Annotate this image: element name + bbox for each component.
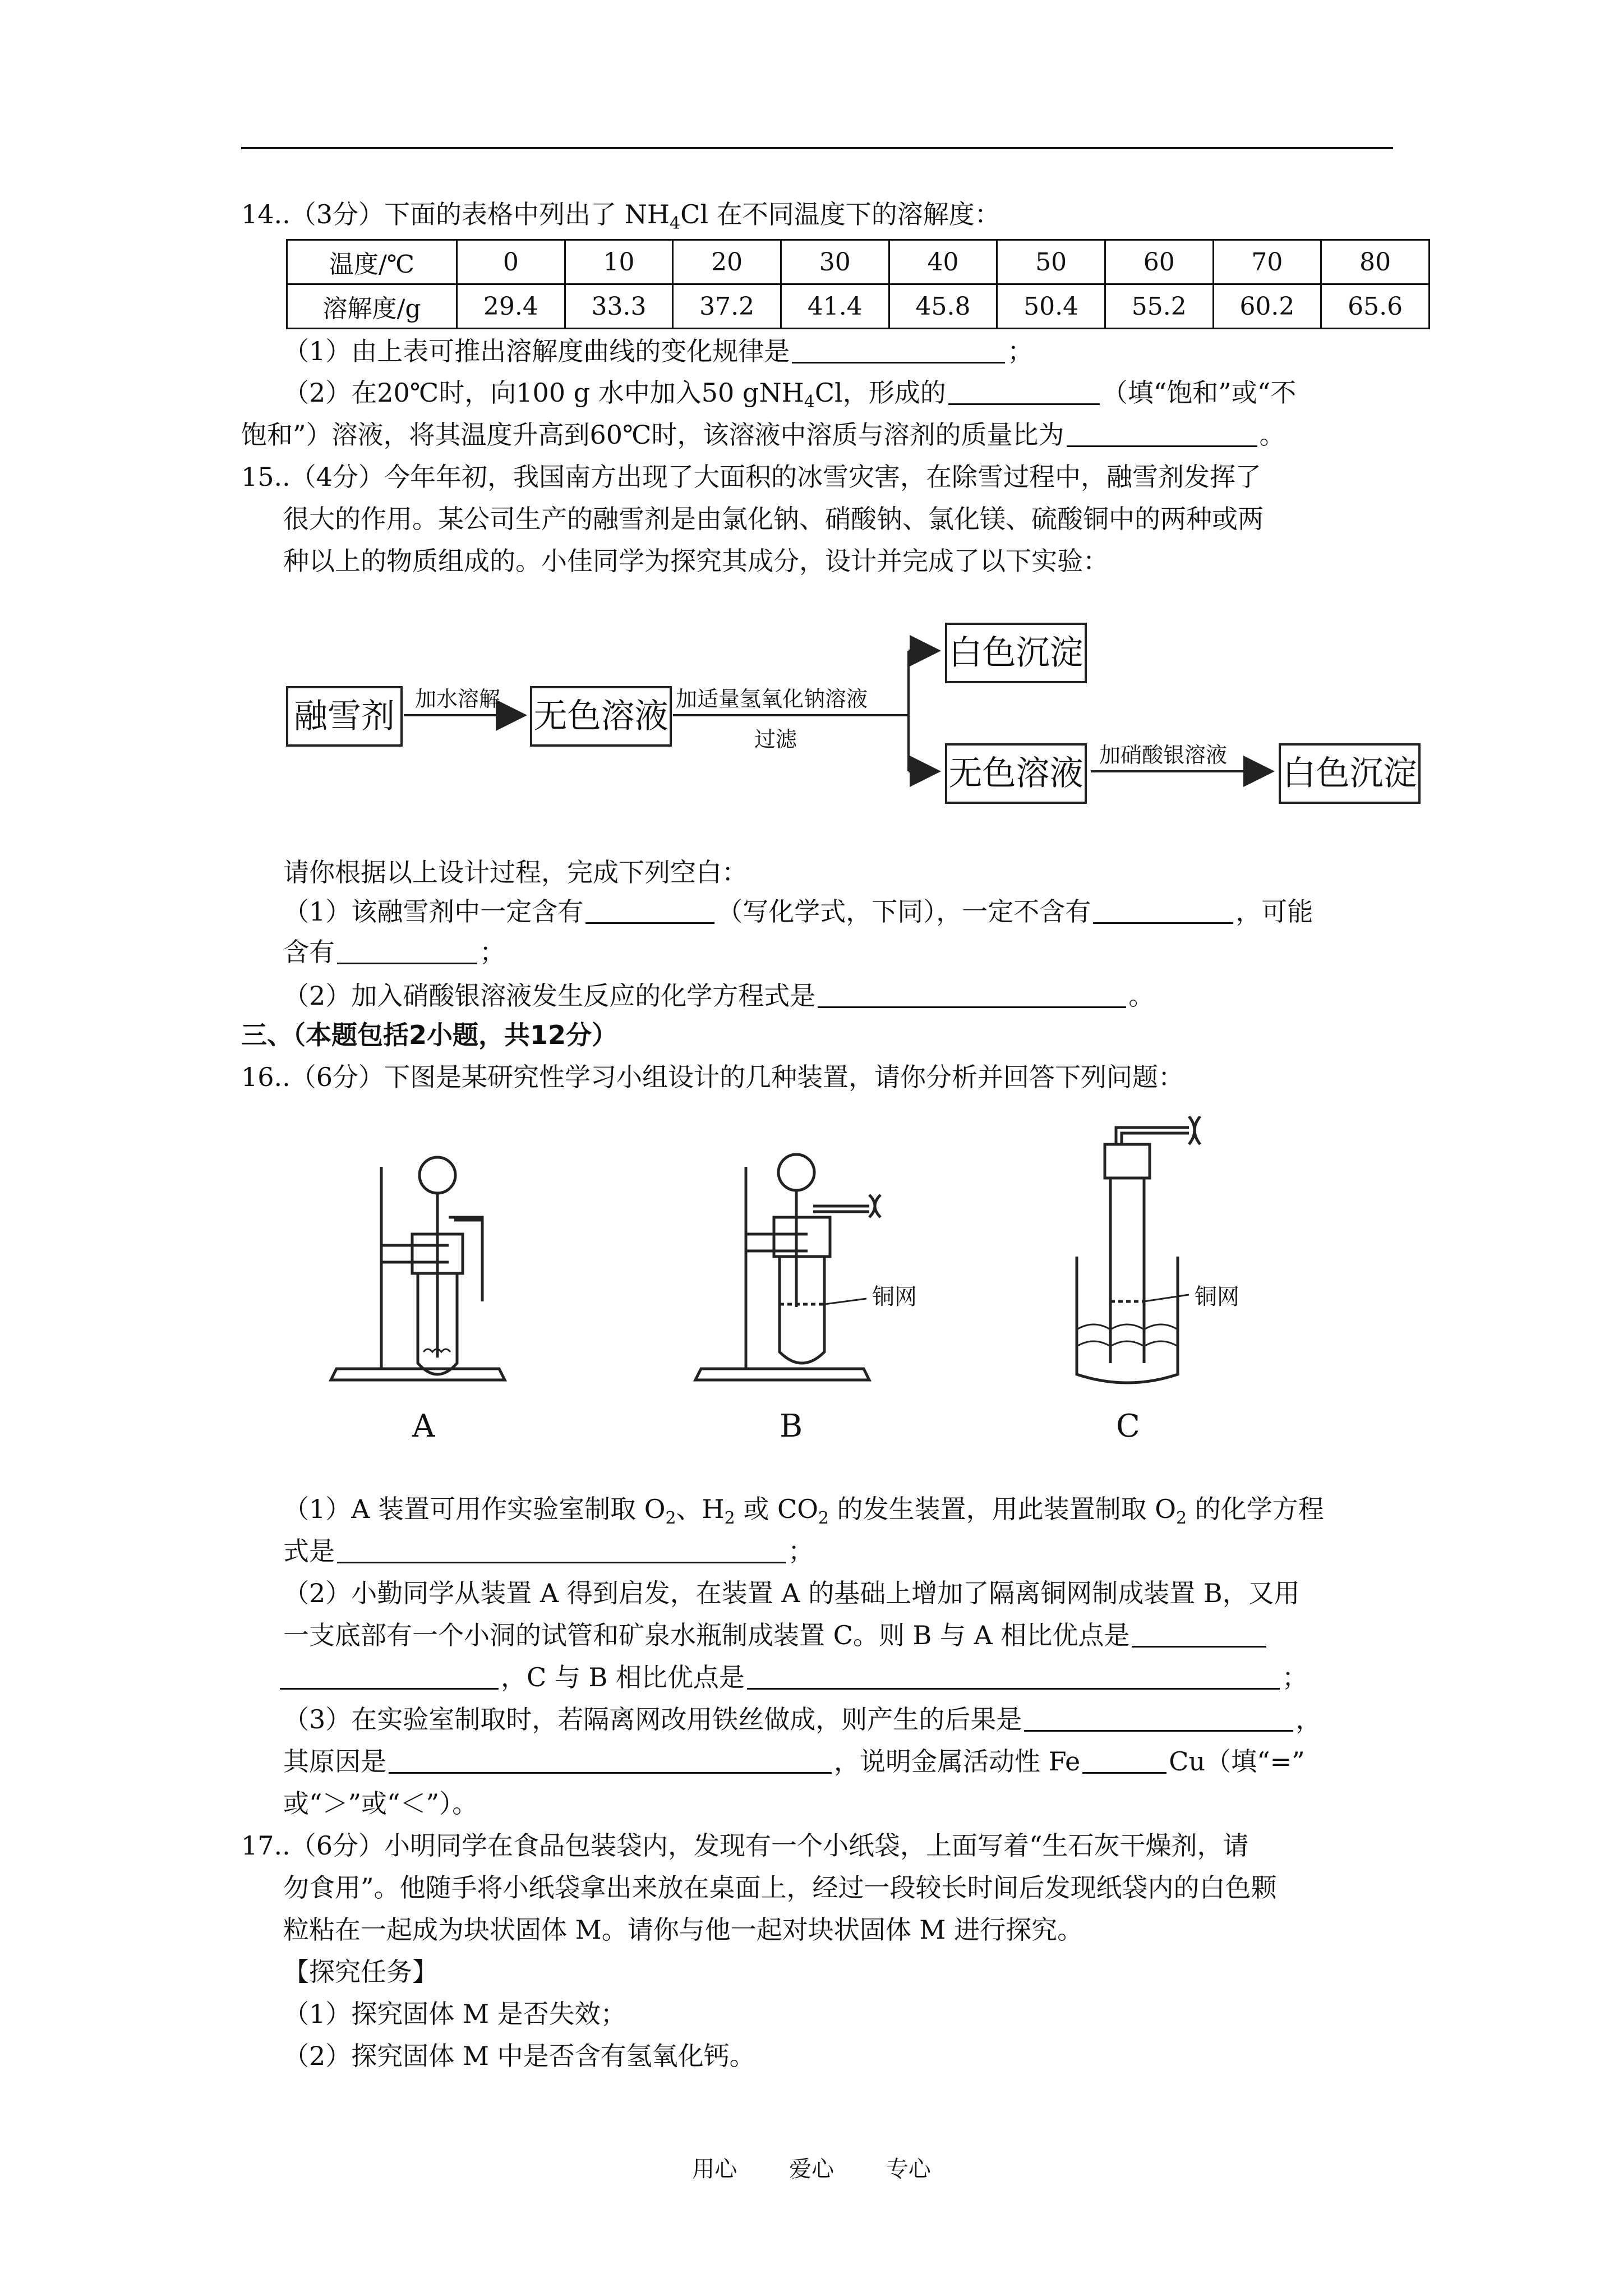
q15-p1-text-d: 含有: [283, 937, 335, 967]
table-cell: 0: [457, 240, 565, 284]
q16-part3-end: 或“＞”或“＜”）。: [283, 1788, 478, 1819]
table-cell: 50: [997, 240, 1105, 284]
page-footer: [0, 2151, 1623, 2183]
q14-p1-text: （1）由上表可推出溶解度曲线的变化规律是: [283, 336, 790, 366]
solubility-table: [286, 239, 1430, 329]
answer-blank[interactable]: [280, 1663, 499, 1690]
q16-p1-text-c: 或 CO: [735, 1494, 818, 1524]
table-cell: 65.6: [1321, 284, 1430, 329]
q14-formula: NH: [624, 199, 670, 229]
q16-p1-text: （1）A 装置可用作实验室制取 O: [283, 1494, 666, 1524]
q16-p1-text-b: 、H: [676, 1494, 725, 1524]
q16-p3-text: （3）在实验室制取时，若隔离网改用铁丝做成，则产生的后果是: [283, 1704, 1022, 1734]
table-cell: 10: [565, 240, 673, 284]
answer-blank[interactable]: [337, 938, 477, 964]
table-cell: 37.2: [673, 284, 781, 329]
answer-blank[interactable]: [792, 337, 1005, 364]
label-apparatus-b: B: [780, 1408, 803, 1444]
footer-word: 爱心: [789, 2156, 834, 2182]
answer-blank[interactable]: [337, 1537, 786, 1563]
footer-word: 专心: [886, 2156, 931, 2182]
q16-p3-text-b: ，: [1295, 1704, 1322, 1734]
answer-blank[interactable]: [1024, 1705, 1293, 1732]
table-cell: 60: [1105, 240, 1213, 284]
table-cell: 50.4: [997, 284, 1105, 329]
q15-line3: 种以上的物质组成的。小佳同学为探究其成分，设计并完成了以下实验：: [283, 546, 1109, 576]
label-apparatus-c: C: [1116, 1408, 1140, 1444]
q16-sub: 2: [724, 1508, 735, 1529]
section-three-heading: 三、（本题包括2小题，共12分）: [241, 1020, 618, 1050]
q14-part2: [283, 376, 1296, 419]
flow-box-snow-melt: 融雪剂: [286, 686, 403, 747]
q17-line2: 勿食用”。他随手将小纸袋拿出来放在桌面上，经过一段较长时间后发现纸袋内的白色颗: [283, 1872, 1277, 1903]
q16-stem: 16..（6分）下图是某研究性学习小组设计的几种装置，请你分析并回答下列问题：: [241, 1062, 1184, 1092]
table-cell: 29.4: [457, 284, 565, 329]
table-cell: 33.3: [565, 284, 673, 329]
answer-blank[interactable]: [747, 1663, 1280, 1690]
q14-stem-prefix: 14..（3分）下面的表格中列出了: [241, 199, 617, 229]
q14-part1: [283, 334, 1033, 368]
apparatus-c: [1077, 1116, 1200, 1383]
q15-p1-text-c: ，可能: [1235, 896, 1313, 927]
q14-formula-sub: 4: [670, 214, 681, 234]
flow-arrows: [280, 603, 1424, 827]
q17-task-title: 【探究任务】: [283, 1957, 438, 1987]
q16-p1-text-f: 式是: [283, 1536, 335, 1566]
q15-line2: 很大的作用。某公司生产的融雪剂是由氯化钠、硝酸钠、氯化镁、硫酸铜中的两种或两: [283, 504, 1264, 534]
answer-blank[interactable]: [948, 379, 1100, 405]
q14-p2-text-d: 饱和”）溶液，将其温度升高到60℃时，该溶液中溶质与溶剂的质量比为: [241, 420, 1064, 450]
q14-part2-cont: [241, 418, 1285, 452]
q15-p1-text-b: （写化学式，下同），一定不含有: [717, 896, 1091, 927]
flow-label-dissolve: 加水溶解: [415, 687, 501, 711]
answer-blank[interactable]: [818, 982, 1126, 1008]
q16-part1-cont: [283, 1534, 814, 1568]
footer-word: 用心: [692, 2156, 737, 2182]
table-row: [287, 240, 1430, 284]
table-row: [287, 284, 1430, 329]
q15-part2: [283, 979, 1154, 1013]
flow-label-agno3: 加硝酸银溶液: [1099, 743, 1228, 767]
q14-p2-sub: 4: [804, 392, 815, 412]
q16-p3-text-c: 其原因是: [283, 1746, 386, 1777]
table-cell: 20: [673, 240, 781, 284]
q14-stem: [241, 197, 1000, 241]
row-header-temperature: 温度/℃: [287, 240, 457, 284]
q16-part2: （2）小勤同学从装置 A 得到启发，在装置 A 的基础上增加了隔离铜网制成装置 B，又用: [283, 1578, 1300, 1608]
q16-p3-text-e: Cu（填“=”: [1169, 1746, 1305, 1777]
q16-p2-end: ；: [1281, 1662, 1308, 1692]
flow-box-colorless-solution-2: 无色溶液: [945, 743, 1087, 804]
table-cell: 41.4: [781, 284, 889, 329]
answer-blank[interactable]: [1093, 898, 1233, 924]
apparatus-drawing: [314, 1116, 1324, 1475]
q15-part1: [283, 895, 1313, 928]
q17-task1: （1）探究固体 M 是否失效；: [283, 1999, 626, 2029]
table-cell: 55.2: [1105, 284, 1213, 329]
label-apparatus-a: A: [412, 1408, 435, 1444]
row-header-solubility: 溶解度/g: [287, 284, 457, 329]
q16-part2-c: [278, 1660, 1308, 1694]
q16-p1-text-e: 的化学方程: [1187, 1494, 1324, 1524]
q14-p2-text-c: （填“饱和”或“不: [1101, 378, 1297, 408]
apparatus-b: [695, 1154, 880, 1380]
q16-p1-end: ；: [788, 1536, 814, 1566]
q16-part1: [283, 1492, 1324, 1535]
q16-part3-cont: [283, 1745, 1305, 1778]
table-cell: 45.8: [889, 284, 997, 329]
q15-p2-text: （2）加入硝酸银溶液发生反应的化学方程式是: [283, 981, 816, 1011]
q17-task2: （2）探究固体 M 中是否含有氢氧化钙。: [283, 2041, 755, 2071]
flow-label-naoh: 加适量氢氧化钠溶液: [676, 687, 868, 711]
q14-stem-suffix: 在不同温度下的溶解度：: [716, 199, 1000, 229]
q14-formula-tail: Cl: [680, 199, 709, 229]
table-cell: 80: [1321, 240, 1430, 284]
header-rule: [241, 147, 1393, 149]
table-cell: 70: [1213, 240, 1321, 284]
answer-blank[interactable]: [1067, 421, 1257, 447]
q15-p1-text: （1）该融雪剂中一定含有: [283, 896, 584, 927]
q16-p1-text-d: 的发生装置，用此装置制取 O: [829, 1494, 1176, 1524]
experiment-flowchart: [280, 603, 1424, 827]
flow-label-filter: 过滤: [754, 727, 797, 752]
table-cell: 40: [889, 240, 997, 284]
answer-blank[interactable]: [585, 898, 714, 924]
q17-line1: 17..（6分）小明同学在食品包装袋内，发现有一个小纸袋，上面写着“生石灰干燥剂，请: [241, 1830, 1249, 1861]
q15-line1: 15..（4分）今年年初，我国南方出现了大面积的冰雪灾害，在除雪过程中，融雪剂发挥了: [241, 462, 1262, 492]
q16-p2-text-c: ，C 与 B 相比优点是: [501, 1662, 745, 1692]
q15-part1-cont: [283, 935, 505, 969]
label-copper-mesh-b: 铜网: [872, 1284, 917, 1310]
q16-p2-text-b: 一支底部有一个小洞的试管和矿泉水瓶制成装置 C。则 B 与 A 相比优点是: [283, 1620, 1130, 1650]
label-copper-mesh-c: 铜网: [1195, 1284, 1239, 1310]
q14-p2-end: 。: [1259, 420, 1285, 450]
answer-blank[interactable]: [1132, 1621, 1266, 1648]
flow-box-white-precipitate-2: 白色沉淀: [1279, 743, 1421, 804]
answer-blank[interactable]: [389, 1747, 832, 1774]
q16-part3: [283, 1703, 1321, 1736]
flow-box-white-precipitate-1: 白色沉淀: [945, 623, 1087, 683]
q14-p2-text-b: Cl，形成的: [814, 378, 946, 408]
q16-p3-text-d: ，说明金属活动性 Fe: [834, 1746, 1081, 1777]
answer-blank[interactable]: [1082, 1747, 1166, 1774]
q16-sub: 2: [665, 1508, 676, 1529]
flow-box-colorless-solution: 无色溶液: [530, 686, 672, 747]
q16-part2-b: [283, 1618, 1269, 1652]
apparatus-a: [331, 1157, 505, 1380]
q15-p1-end: ；: [479, 937, 505, 967]
q14-p1-end: ；: [1007, 336, 1034, 366]
q15-ask: 请你根据以上设计过程，完成下列空白：: [283, 857, 748, 887]
q16-sub: 2: [818, 1508, 829, 1529]
q17-line3: 粒粘在一起成为块状固体 M。请你与他一起对块状固体 M 进行探究。: [283, 1915, 1083, 1945]
apparatus-figure: [314, 1116, 1324, 1475]
table-cell: 30: [781, 240, 889, 284]
table-cell: 60.2: [1213, 284, 1321, 329]
q14-p2-text: （2）在20℃时，向100 g 水中加入50 gNH: [283, 378, 804, 408]
q16-sub: 2: [1175, 1508, 1187, 1529]
q15-p2-end: 。: [1128, 981, 1155, 1011]
